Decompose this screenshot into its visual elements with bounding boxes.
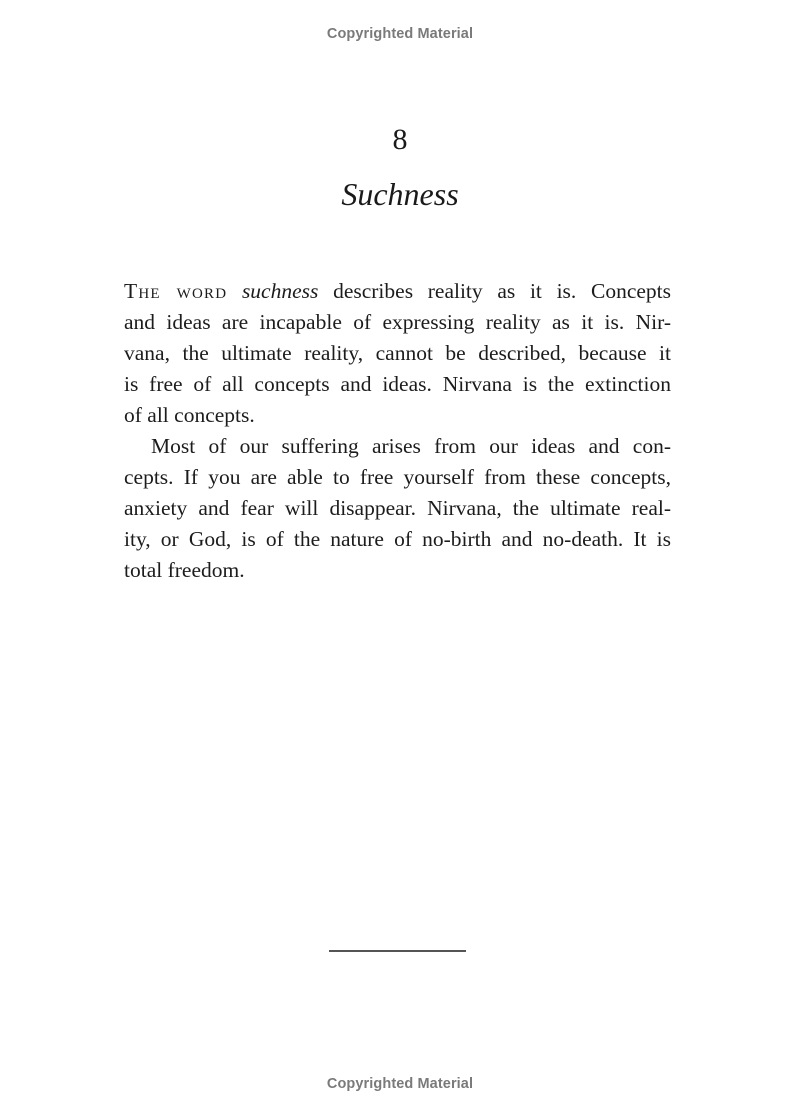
text-line: is free of all concepts and ideas. Nirvana is the extinction bbox=[124, 372, 671, 396]
text-fragment: describes reality as it is. Concepts bbox=[318, 279, 671, 303]
emphasized-term: suchness bbox=[241, 279, 319, 303]
text-line: Most of our suffering arises from our ideas and con- bbox=[151, 434, 671, 458]
text-line: and ideas are incapable of expressing reality as it is. Nir- bbox=[124, 310, 671, 334]
paragraph-2 bbox=[124, 431, 671, 586]
text-line: of all concepts. bbox=[124, 403, 255, 427]
text-line: cepts. If you are able to free yourself from these concepts, bbox=[124, 465, 671, 489]
copyright-watermark-bottom: Copyrighted Material bbox=[326, 1076, 474, 1092]
chapter-title: Suchness bbox=[341, 176, 459, 212]
copyright-watermark-top: Copyrighted Material bbox=[326, 26, 474, 42]
text-line: total freedom. bbox=[124, 558, 245, 582]
section-divider-rule bbox=[329, 950, 466, 952]
text-line: ity, or God, is of the nature of no-birth and no-death. It is bbox=[124, 527, 671, 551]
text-line: vana, the ultimate reality, cannot be described, because it bbox=[124, 341, 671, 365]
text-line: anxiety and fear will disappear. Nirvana, the ultimate real- bbox=[124, 496, 671, 520]
chapter-body bbox=[124, 276, 671, 586]
text-line bbox=[124, 276, 671, 307]
paragraph-1 bbox=[124, 276, 671, 431]
chapter-number: 8 bbox=[392, 123, 408, 156]
opening-smallcaps: The word bbox=[124, 279, 228, 303]
